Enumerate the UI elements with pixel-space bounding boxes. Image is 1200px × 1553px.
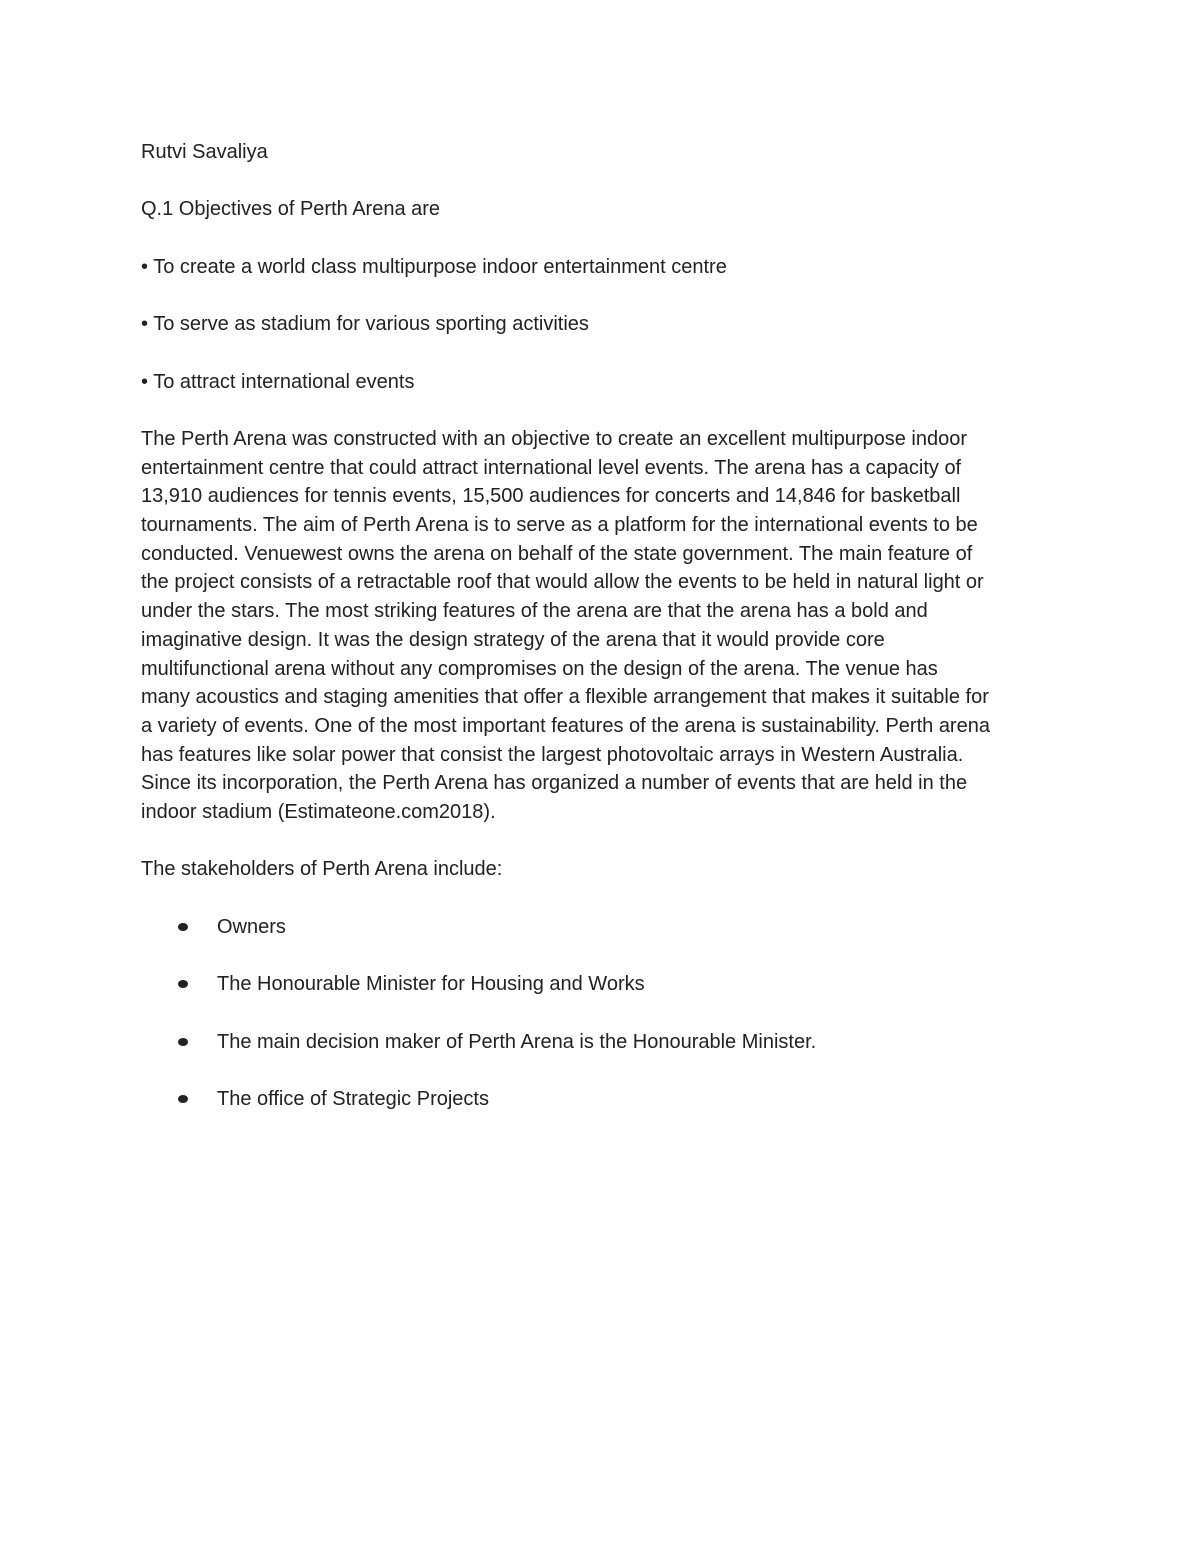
paragraph-line: indoor stadium (Estimateone.com2018). bbox=[141, 801, 496, 824]
bullet-icon bbox=[178, 1038, 188, 1046]
objective-item: • To create a world class multipurpose indoor entertainment centre bbox=[141, 255, 727, 278]
stakeholder-item bbox=[141, 970, 1066, 999]
bullet-icon bbox=[178, 1095, 188, 1103]
paragraph-line: under the stars. The most striking features of the arena are that the arena has a bold and bbox=[141, 600, 928, 623]
paragraph-line: conducted. Venuewest owns the arena on behalf of the state government. The main feature of bbox=[141, 542, 973, 565]
stakeholders-list bbox=[141, 913, 1066, 1114]
stakeholder-item bbox=[141, 913, 1066, 942]
description-paragraph bbox=[141, 425, 1066, 827]
paragraph-line: multifunctional arena without any compromises on the design of the arena. The venue has bbox=[141, 657, 938, 680]
paragraph-line: has features like solar power that consist the largest photovoltaic arrays in Western Australia. bbox=[141, 743, 964, 766]
stakeholder-label: The main decision maker of Perth Arena is the Honourable Minister. bbox=[217, 1030, 817, 1053]
paragraph-line: imaginative design. It was the design strategy of the arena that it would provide core bbox=[141, 628, 885, 651]
stakeholder-item bbox=[141, 1028, 1066, 1057]
document-body bbox=[141, 138, 1066, 1142]
stakeholder-item bbox=[141, 1085, 1066, 1114]
paragraph-line: a variety of events. One of the most important features of the arena is sustainability. Perth arena bbox=[141, 714, 990, 737]
stakeholder-label: The office of Strategic Projects bbox=[217, 1088, 489, 1111]
objective-item: • To attract international events bbox=[141, 370, 415, 393]
question-heading: Q.1 Objectives of Perth Arena are bbox=[141, 198, 441, 221]
stakeholders-intro: The stakeholders of Perth Arena include: bbox=[141, 858, 503, 881]
bullet-icon bbox=[178, 923, 188, 931]
author-name: Rutvi Savaliya bbox=[141, 141, 268, 163]
stakeholder-label: The Honourable Minister for Housing and Works bbox=[217, 973, 645, 996]
paragraph-line: the project consists of a retractable roof that would allow the events to be held in natural light or bbox=[141, 571, 984, 594]
paragraph-line: many acoustics and staging amenities that offer a flexible arrangement that makes it suitable for bbox=[141, 686, 989, 709]
paragraph-line: Since its incorporation, the Perth Arena has organized a number of events that are held in the bbox=[141, 772, 968, 795]
paragraph-line: tournaments. The aim of Perth Arena is to serve as a platform for the international events to be bbox=[141, 514, 978, 537]
stakeholder-label: Owners bbox=[217, 915, 286, 938]
paragraph-line: 13,910 audiences for tennis events, 15,500 audiences for concerts and 14,846 for basketball bbox=[141, 485, 961, 508]
objectives-list bbox=[141, 253, 1066, 396]
paragraph-line: The Perth Arena was constructed with an objective to create an excellent multipurpose indoor bbox=[141, 427, 968, 450]
bullet-icon bbox=[178, 980, 188, 988]
objective-item: • To serve as stadium for various sporting activities bbox=[141, 313, 589, 336]
paragraph-line: entertainment centre that could attract international level events. The arena has a capacity of bbox=[141, 456, 962, 479]
